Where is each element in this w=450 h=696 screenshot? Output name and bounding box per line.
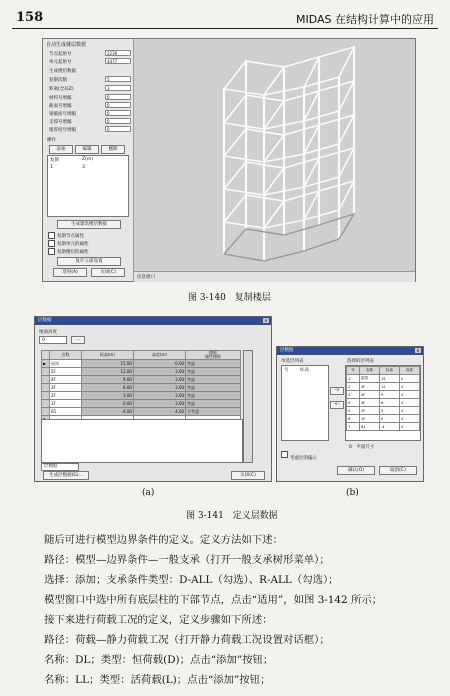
table-row[interactable]: 4F 9.00 3.00 考虑	[42, 376, 241, 384]
delete-button[interactable]: 删除	[101, 145, 125, 154]
list-item[interactable]: 5 2F 3 3	[347, 407, 420, 415]
page-header	[12, 10, 438, 29]
figure-caption-141: 图 3-141 定义层数据	[186, 511, 278, 521]
list-item[interactable]: 4 3F 6 3	[347, 399, 420, 407]
selected-story-list[interactable]: 号 名称 标高 高度 1 屋顶 15 0 2 5F 12 3 3 4F 9 3 4 3F 6 3 5 2F 3 3 6 1F 0 3 7 B1 -4 4	[345, 365, 421, 441]
body-line: 选择：添加；支承条件类型：D-ALL（勾选）、R-ALL（勾选）；	[44, 574, 339, 586]
story-source-list[interactable]: 号 标高	[281, 365, 329, 441]
body-line: 路径：荷载—静力荷载工况（打开静力荷载工况设置对话框）；	[44, 634, 330, 646]
ground-level-button[interactable]: …	[71, 336, 85, 344]
col-name: 名称	[50, 351, 82, 360]
table-row[interactable]: 1F 0.00 3.00 考虑	[42, 400, 241, 408]
close-button[interactable]: 关闭(C)	[231, 471, 265, 480]
figure-copy-floors	[42, 38, 416, 282]
copy-list[interactable]: 复制 Z(m) 1 3	[47, 155, 129, 217]
panel-title: 自动生成楼层数据	[46, 42, 87, 48]
story-data-dialog-b	[276, 346, 424, 482]
auto-generate-story-button[interactable]: 生成层数据(G)...	[43, 471, 89, 480]
col-slab: 楼板 刚性楼板	[186, 351, 241, 360]
list-item[interactable]: 2 5F 12 3	[347, 383, 420, 391]
dialog-a-titlebar	[35, 317, 271, 325]
story-data-dialog-a	[34, 316, 272, 482]
dialog-a-title: 层数据	[38, 318, 52, 323]
apply-button[interactable]: 适用(A)	[53, 268, 87, 277]
list-item[interactable]: 3 4F 9 3	[347, 391, 420, 399]
elevation-settings-button[interactable]: 复许立面设置	[57, 257, 121, 266]
close-icon[interactable]: ✕	[416, 348, 420, 353]
frame-structure-drawing	[134, 39, 415, 271]
operation-label: 操作	[47, 138, 56, 143]
copy-floor-attr-check[interactable]: 复制楼层的属性	[48, 248, 89, 254]
subfigure-label-b: (b)	[346, 488, 359, 498]
body-line: 名称：LL；类型：活荷载(L)；点击“添加”按钮；	[44, 674, 271, 686]
story-table	[41, 350, 241, 424]
copy-node-attr-check[interactable]: 复制节点属性	[48, 232, 84, 238]
generate-floors-button[interactable]: 生成建筑楼层数据	[57, 220, 121, 229]
list-item[interactable]: 6 1F 0 3	[347, 415, 420, 423]
eccentricity-check[interactable]: 考虑层的偏心	[281, 444, 317, 450]
ground-level-input[interactable]: 0	[39, 336, 67, 344]
figure-caption-140: 图 3-140 复制楼层	[188, 293, 271, 303]
body-text	[44, 530, 424, 690]
close-button[interactable]: 关闭(C)	[91, 268, 125, 277]
list-item[interactable]: 3	[82, 165, 85, 170]
list-item[interactable]: 1	[50, 165, 53, 170]
plan-size-label: 0 平面尺寸	[349, 445, 375, 450]
add-button[interactable]: 添加	[49, 145, 73, 154]
running-title: MIDAS 在结构计算中的应用	[295, 13, 434, 26]
table-row[interactable]: 2F 3.00 3.00 考虑	[42, 392, 241, 400]
dialog-b-titlebar	[277, 347, 423, 355]
col-elevation: 标高(m)	[81, 351, 133, 360]
floor-generate-panel: 自动生成楼层数据 节点起始号 2239 单元起始号 4477 生成楼层数据 复制次数 5 距离(全局Z) 3 材料号增幅 0 截面号增幅 0 梁截面号增幅 0 支撑号增幅 0 墙厚度号增幅 0 操作 添加 编辑 删除 复制 Z(m) 1 3 生成建筑楼层数据 复制节点属性 复制单元的属性 复制楼层的属性 复许立面设置 适用(A) 关闭(C)	[43, 39, 134, 281]
body-line: 路径：模型—边界条件—一般支承（打开一般支承树形菜单）；	[44, 554, 330, 566]
list-item[interactable]: 7 B1 -4 4	[347, 423, 420, 431]
body-line: 接下来进行荷载工况的定义，定义步骤如下所述：	[44, 614, 273, 626]
cancel-button[interactable]: 取消(C)	[379, 466, 417, 475]
list-item[interactable]: 1 屋顶 15 0	[347, 375, 420, 383]
table-row[interactable]: 5F 12.00 3.00 考虑	[42, 368, 241, 376]
dialog-b-title: 层数据	[280, 348, 294, 353]
model-viewport[interactable]	[134, 39, 415, 271]
move-right-button[interactable]: ->	[330, 387, 344, 395]
move-left-button[interactable]: <-	[330, 401, 344, 409]
body-line: 随后可进行模型边界条件的定义。定义方法如下述：	[44, 534, 283, 546]
vertical-scrollbar[interactable]	[243, 350, 253, 463]
table-empty-area	[41, 419, 243, 463]
ok-button[interactable]: 确认(O)	[337, 466, 375, 475]
message-window-label: 信息窗口	[137, 275, 155, 280]
table-row[interactable]: 3F 6.00 3.00 考虑	[42, 384, 241, 392]
table-row[interactable]: B1 -4.00 4.00 不考虑	[42, 408, 241, 416]
copy-element-attr-check[interactable]: 复制单元的属性	[48, 240, 89, 246]
col-height: 高度(m)	[133, 351, 185, 360]
edit-button[interactable]: 编辑	[75, 145, 99, 154]
ground-level-label: 地面高度	[39, 330, 57, 335]
close-icon[interactable]: ✕	[264, 318, 268, 323]
message-window-bar	[134, 271, 415, 282]
tab-story-data[interactable]: 层数据	[41, 463, 79, 471]
table-row[interactable]: ▶ 屋顶 15.00 0.00 考虑	[42, 360, 241, 368]
right-list-label: 选择的层列表	[347, 359, 374, 364]
body-line: 名称：DL；类型：恒荷载(D)；点击“添加”按钮；	[44, 654, 274, 666]
body-line: 模型窗口中选中所有底层柱的下部节点，点击“适用”，如图 3-142 所示；	[44, 594, 383, 606]
subfigure-label-a: (a)	[142, 488, 155, 498]
left-list-label: 单选层列表	[281, 359, 304, 364]
page-number: 158	[16, 10, 44, 25]
